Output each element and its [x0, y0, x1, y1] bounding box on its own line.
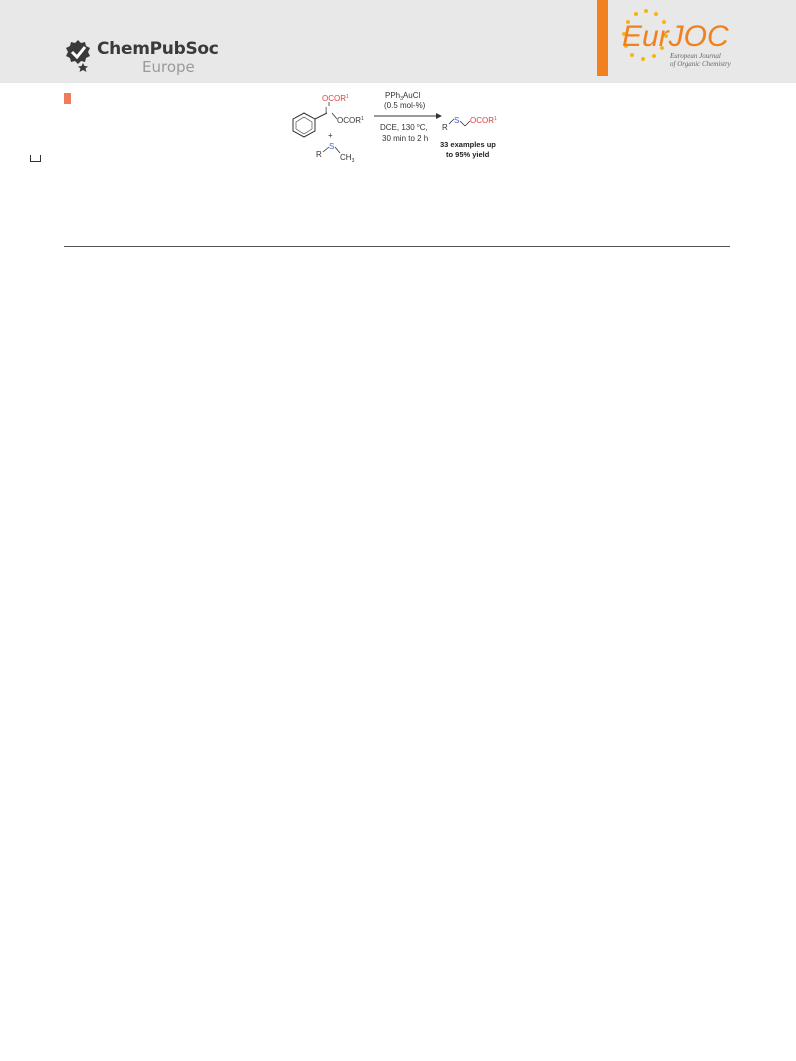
catalyst-loading: (0.5 mol-%) — [384, 101, 426, 110]
side-group-sup: 1 — [361, 116, 364, 122]
accent-bar — [597, 0, 608, 76]
iodine-label: I — [325, 106, 328, 115]
product-group — [470, 116, 497, 125]
journal-name-line2: of Organic Chemistry — [670, 60, 731, 68]
methyl-sub: 3 — [351, 158, 355, 164]
side-group-label: OCOR — [337, 116, 361, 125]
catalyst-rest: AuCl — [402, 91, 421, 100]
solvent-temp-b: C, — [419, 123, 428, 132]
catalyst-base: PPh — [385, 91, 401, 100]
solvent-temp-a: DCE, 130 — [380, 123, 417, 132]
tray-icon — [30, 155, 41, 162]
chempubsoc-logo — [62, 38, 219, 76]
publisher-region: Europe — [142, 58, 195, 76]
publisher-name: ChemPubSoc — [97, 39, 219, 59]
substrate-sulfur: S — [329, 142, 335, 151]
arrow-head — [436, 113, 442, 119]
benzene-inner — [296, 117, 312, 134]
result-line1: 33 examples up — [440, 140, 496, 149]
section-marker — [64, 93, 71, 104]
product-bond-2 — [460, 121, 465, 126]
reaction-scheme — [282, 86, 514, 178]
product-r: R — [442, 123, 448, 132]
product-sulfur: S — [454, 116, 460, 125]
top-group-sup: 1 — [346, 94, 349, 100]
section-divider — [64, 246, 730, 247]
top-group — [322, 94, 349, 103]
result-line2: to 95% yield — [446, 150, 490, 159]
chempubsoc-badge-icon — [62, 38, 94, 72]
methyl-label: CH — [340, 153, 352, 162]
catalyst-sub: 3 — [400, 96, 403, 102]
degree-mark: o — [416, 123, 420, 129]
top-group-label: OCOR — [322, 94, 346, 103]
journal-abbrev: EurJOC — [622, 20, 729, 53]
side-group — [337, 116, 364, 125]
substrate-r: R — [316, 150, 322, 159]
journal-name-line1: European Journal — [670, 52, 721, 60]
solvent-temp — [380, 123, 428, 132]
product-group-label: OCOR — [470, 116, 494, 125]
reaction-time: 30 min to 2 h — [382, 134, 429, 143]
substrate-methyl — [340, 153, 355, 164]
product-group-sup: 1 — [494, 116, 497, 122]
plus-sign: + — [328, 131, 333, 140]
